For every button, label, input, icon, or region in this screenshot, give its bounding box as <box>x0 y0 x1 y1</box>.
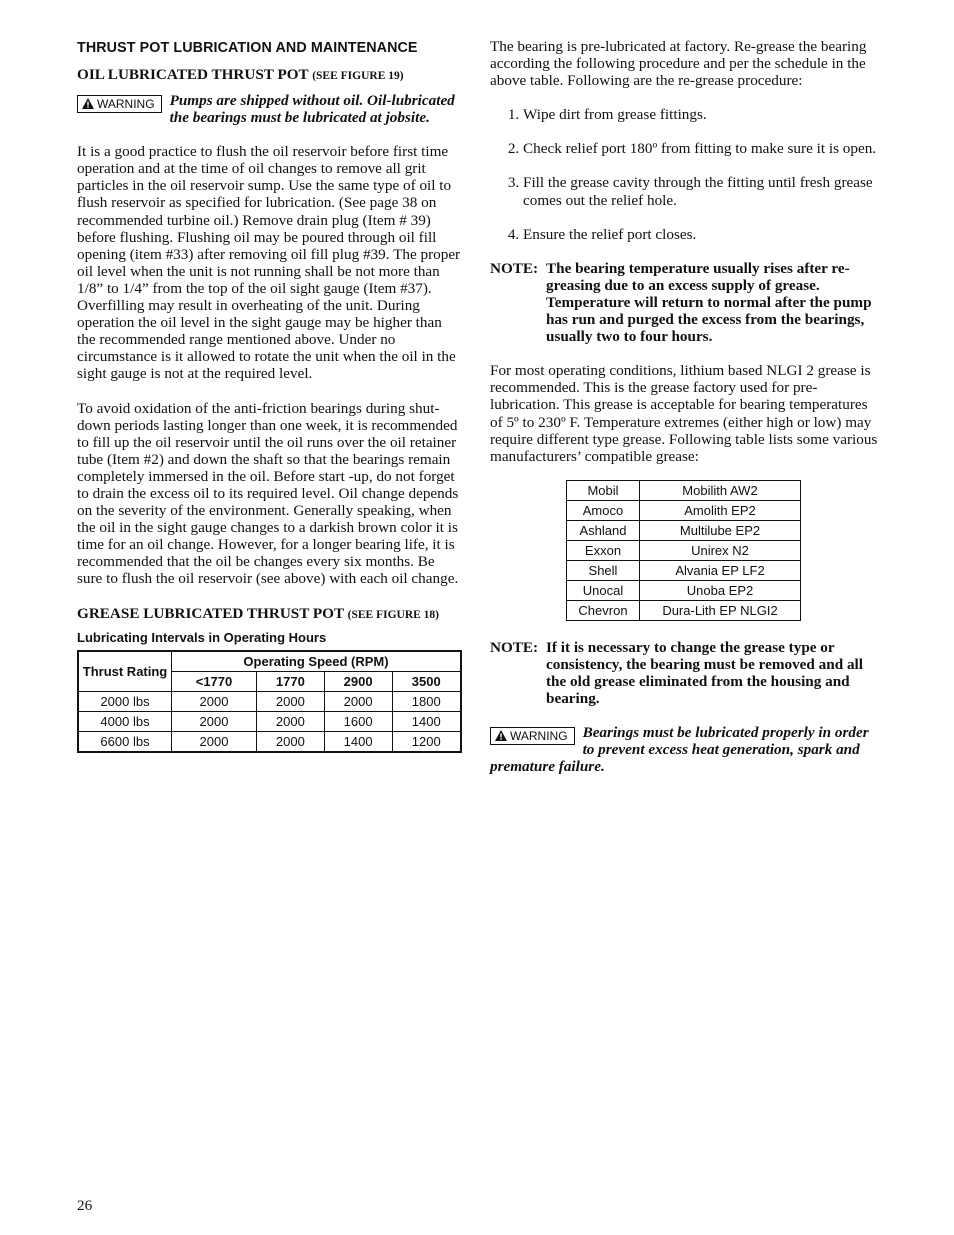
list-item: 2. Check relief port 180º from fitting to make sure it is open. <box>523 140 878 157</box>
table-row <box>567 560 801 580</box>
table-row <box>78 711 461 731</box>
regrease-intro: The bearing is pre-lubricated at factory. Re-grease the bearing according the following procedure and per the schedule in the above table. Following are the re-grease procedure: <box>490 38 867 90</box>
speed-header: 1770 <box>256 671 324 691</box>
rating-cell: 4000 lbs <box>78 711 172 731</box>
warning-label: WARNING <box>510 729 568 744</box>
product-cell: Amolith EP2 <box>640 500 801 520</box>
interval-cell: 2000 <box>172 731 257 752</box>
intervals-table-title: Lubricating Intervals in Operating Hours <box>77 629 327 645</box>
bearing-warning <box>490 724 878 775</box>
rating-cell: 2000 lbs <box>78 691 172 711</box>
right-column <box>490 38 878 792</box>
table-row <box>567 500 801 520</box>
page-number: 26 <box>77 1197 93 1214</box>
speed-header: 3500 <box>392 671 461 691</box>
list-item: 3. Fill the grease cavity through the fitting until fresh grease comes out the relief hole. <box>523 174 878 208</box>
operating-speed-header: Operating Speed (RPM) <box>172 651 462 672</box>
table-row <box>567 480 801 500</box>
table-row <box>78 731 461 752</box>
temperature-note-text: The bearing temperature usually rises after re-greasing due to an excess supply of grease. Temperature will return to normal after the pump has run and purged the excess from the bearings, usually two to four hours. <box>546 259 872 346</box>
temperature-note <box>490 260 878 345</box>
grease-thrust-pot-heading <box>77 605 462 623</box>
interval-cell: 1800 <box>392 691 461 711</box>
table-row <box>567 540 801 560</box>
product-cell: Mobilith AW2 <box>640 480 801 500</box>
interval-cell: 1400 <box>392 711 461 731</box>
product-cell: Alvania EP LF2 <box>640 560 801 580</box>
table-row <box>567 520 801 540</box>
warning-label: WARNING <box>97 97 155 111</box>
bearing-warning-text: Bearings must be lubricated properly in order to prevent excess heat generation, spark and premature failure. <box>490 724 869 776</box>
interval-cell: 2000 <box>256 731 324 752</box>
brand-cell: Mobil <box>567 480 640 500</box>
product-cell: Unirex N2 <box>640 540 801 560</box>
table-row <box>78 691 461 711</box>
brand-cell: Unocal <box>567 580 640 600</box>
regrease-steps <box>490 106 878 242</box>
compatible-grease-table <box>566 480 801 621</box>
lubricating-intervals-table <box>77 650 462 753</box>
section-title: THRUST POT LUBRICATION AND MAINTENANCE <box>77 40 418 56</box>
brand-cell: Ashland <box>567 520 640 540</box>
table-row <box>567 600 801 620</box>
brand-cell: Amoco <box>567 500 640 520</box>
warning-triangle-icon <box>82 98 94 109</box>
oil-flush-paragraph: It is a good practice to flush the oil reservoir before first time operation and at the time of oil changes to remove all grit particles in the oil reservoir sump. Use the same type of oil to flush reservoir as specified for lubrication. (See page 38 on recommended turbine oil.) Remove drain plug (Item # 39) before flushing. Flushing oil may be poured through oil fill opening (item #33) after removing oil fill plug #39. The proper oil level when the unit is not running shall be not more than 1/8” to 1/4” from the top of the oil sight gauge (Item #37). Overfilling may result in overheating of the unit. During operation the oil level in the sight gauge may be higher than the recommended range mentioned above. Under no circumstance is it allowed to rotate the unit when the oil in the sight gauge is not at the required level. <box>77 143 461 383</box>
table-row <box>567 580 801 600</box>
brand-cell: Shell <box>567 560 640 580</box>
oil-thrust-pot-figure-ref: (SEE FIGURE 19) <box>312 70 404 82</box>
interval-cell: 2000 <box>256 711 324 731</box>
warning-triangle-icon <box>495 730 507 741</box>
thrust-rating-header: Thrust Rating <box>78 651 172 692</box>
grease-thrust-pot-title: GREASE LUBRICATED THRUST POT <box>77 604 344 622</box>
interval-cell: 2000 <box>172 691 257 711</box>
interval-cell: 1200 <box>392 731 461 752</box>
oil-thrust-pot-heading <box>77 66 462 84</box>
left-column <box>77 38 462 753</box>
list-item: 1. Wipe dirt from grease fittings. <box>523 106 878 123</box>
grease-recommendation-paragraph: For most operating conditions, lithium based NLGI 2 grease is recommended. This is the grease factory used for pre-lubrication. This grease is acceptable for bearing temperatures of 5º to 230º F. Temperature extremes (either high or low) may require different type grease. Following table lists some various manufacturers’ compatible grease: <box>490 362 878 465</box>
grease-change-note-text: If it is necessary to change the grease type or consistency, the bearing must be removed and all the old grease eliminated from the housing and bearing. <box>546 638 863 708</box>
grease-change-note <box>490 639 878 707</box>
grease-thrust-pot-figure-ref: (SEE FIGURE 18) <box>347 608 440 621</box>
note-label: NOTE: <box>490 259 539 277</box>
product-cell: Dura-Lith EP NLGI2 <box>640 600 801 620</box>
table-header-row <box>78 651 461 672</box>
oil-oxidation-paragraph: To avoid oxidation of the anti-friction bearings during shut-down periods lasting longer than one week, it is recommended to fill up the oil reservoir until the oil runs over the oil retainer tube (Item #2) and down the shaft so that the bearings remain completely immersed in the oil. Before start -up, do not forget to drain the excess oil to its required level. Oil change depends on the severity of the environment. Generally speaking, when the oil in the sight gauge changes to a darkish brown color it is time for an oil change. However, for a longer bearing life, it is recommended that the oil be changes every six months. Be sure to flush the oil reservoir (see above) with each oil change. <box>77 399 459 588</box>
warning-badge <box>77 95 162 113</box>
rating-cell: 6600 lbs <box>78 731 172 752</box>
interval-cell: 1600 <box>324 711 392 731</box>
brand-cell: Exxon <box>567 540 640 560</box>
speed-header: 2900 <box>324 671 392 691</box>
interval-cell: 1400 <box>324 731 392 752</box>
oil-warning <box>77 92 462 126</box>
product-cell: Unoba EP2 <box>640 580 801 600</box>
oil-thrust-pot-title: OIL LUBRICATED THRUST POT <box>77 66 309 83</box>
list-item: 4. Ensure the relief port closes. <box>523 226 878 243</box>
brand-cell: Chevron <box>567 600 640 620</box>
speed-header: <1770 <box>172 671 257 691</box>
oil-warning-text: Pumps are shipped without oil. Oil-lubricated the bearings must be lubricated at jobsite. <box>169 92 455 127</box>
note-label: NOTE: <box>490 638 539 656</box>
interval-cell: 2000 <box>324 691 392 711</box>
product-cell: Multilube EP2 <box>640 520 801 540</box>
interval-cell: 2000 <box>256 691 324 711</box>
interval-cell: 2000 <box>172 711 257 731</box>
warning-badge <box>490 727 575 745</box>
